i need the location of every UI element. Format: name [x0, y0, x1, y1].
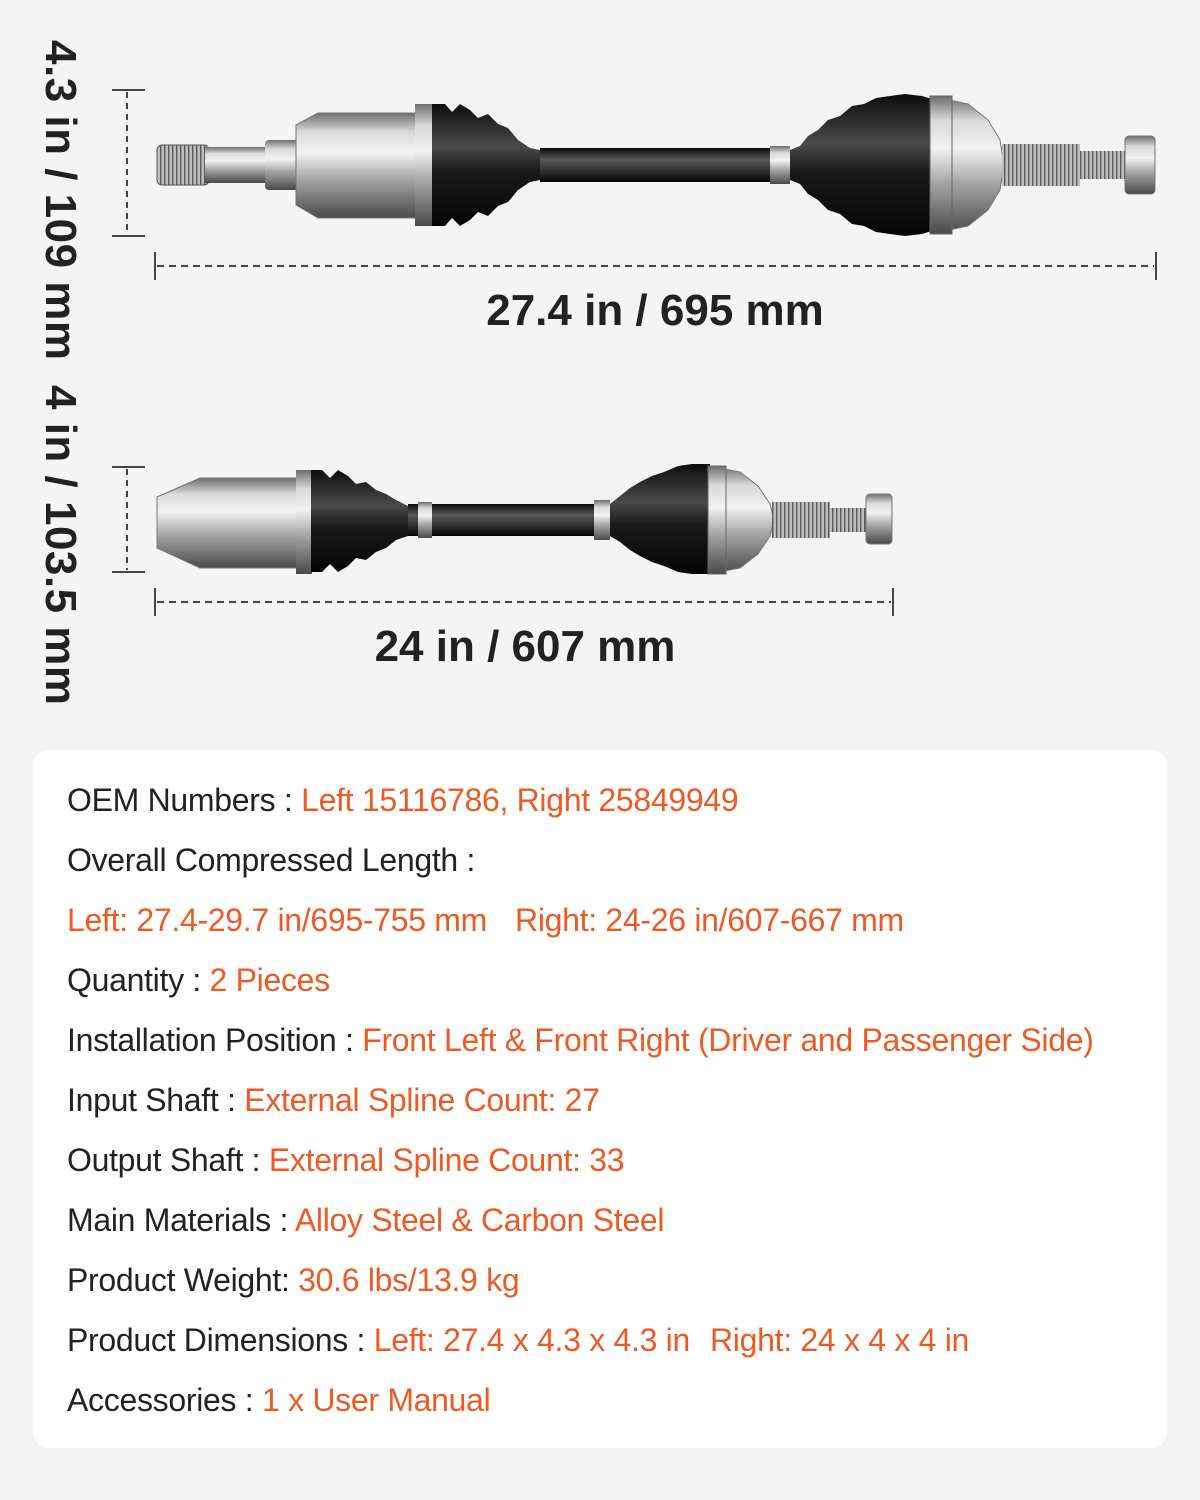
spec-value: 30.6 lbs/13.9 kg	[298, 1262, 520, 1298]
spec-value-left: Left: 27.4 x 4.3 x 4.3 in	[373, 1322, 690, 1358]
spec-value-left: Left: 27.4-29.7 in/695-755 mm	[67, 902, 488, 938]
left-length-dimension-line	[155, 252, 1156, 280]
spec-product-weight	[67, 1260, 519, 1300]
spec-label: Installation Position :	[67, 1022, 363, 1058]
spec-label: Quantity :	[67, 962, 210, 998]
spec-value: 1 x User Manual	[261, 1382, 491, 1418]
spec-label: Product Dimensions :	[67, 1322, 374, 1358]
right-height-label: 4 in / 103.5 mm	[36, 384, 85, 706]
left-length-label: 27.4 in / 695 mm	[486, 286, 824, 335]
spec-label: Overall Compressed Length :	[67, 842, 476, 878]
spec-accessories	[67, 1380, 490, 1420]
spec-value: Alloy Steel & Carbon Steel	[294, 1202, 665, 1238]
spec-compressed-length	[67, 840, 475, 880]
spec-value: 2 Pieces	[209, 962, 330, 998]
spec-oem-numbers	[67, 780, 738, 820]
spec-value: External Spline Count: 27	[244, 1082, 600, 1118]
spec-quantity	[67, 960, 330, 1000]
right-length-label: 24 in / 607 mm	[374, 622, 676, 671]
spec-label: Accessories :	[67, 1382, 262, 1418]
left-axle-shaft	[157, 94, 1155, 236]
spec-card	[33, 750, 1167, 1448]
spec-value: Front Left & Front Right (Driver and Passenger Side)	[362, 1022, 1094, 1058]
spec-input-shaft	[67, 1080, 600, 1120]
right-length-dimension-line	[155, 588, 893, 616]
right-height-label-wrap	[30, 385, 90, 705]
spec-value-right: Right: 24-26 in/607-667 mm	[515, 902, 904, 938]
spec-compressed-length-values	[67, 900, 904, 940]
left-height-label-wrap	[30, 40, 90, 360]
spec-output-shaft	[67, 1140, 624, 1180]
spec-product-dimensions	[67, 1320, 969, 1360]
spec-main-materials	[67, 1200, 664, 1240]
right-axle-shaft	[157, 464, 892, 574]
left-height-dimension-line	[112, 90, 145, 236]
product-diagram	[0, 0, 1200, 720]
spec-value: Left 15116786, Right 25849949	[301, 782, 739, 818]
spec-label: OEM Numbers :	[67, 782, 302, 818]
right-height-dimension-line	[112, 467, 145, 572]
spec-value: External Spline Count: 33	[268, 1142, 625, 1178]
spec-label: Input Shaft :	[67, 1082, 245, 1118]
spec-label: Main Materials :	[67, 1202, 295, 1238]
spec-label: Product Weight:	[67, 1262, 299, 1298]
spec-value-right: Right: 24 x 4 x 4 in	[710, 1322, 970, 1358]
left-height-label: 4.3 in / 109 mm	[36, 39, 85, 361]
spec-label: Output Shaft :	[67, 1142, 269, 1178]
axle-illustration	[0, 0, 1200, 720]
spec-installation-position	[67, 1020, 1094, 1060]
